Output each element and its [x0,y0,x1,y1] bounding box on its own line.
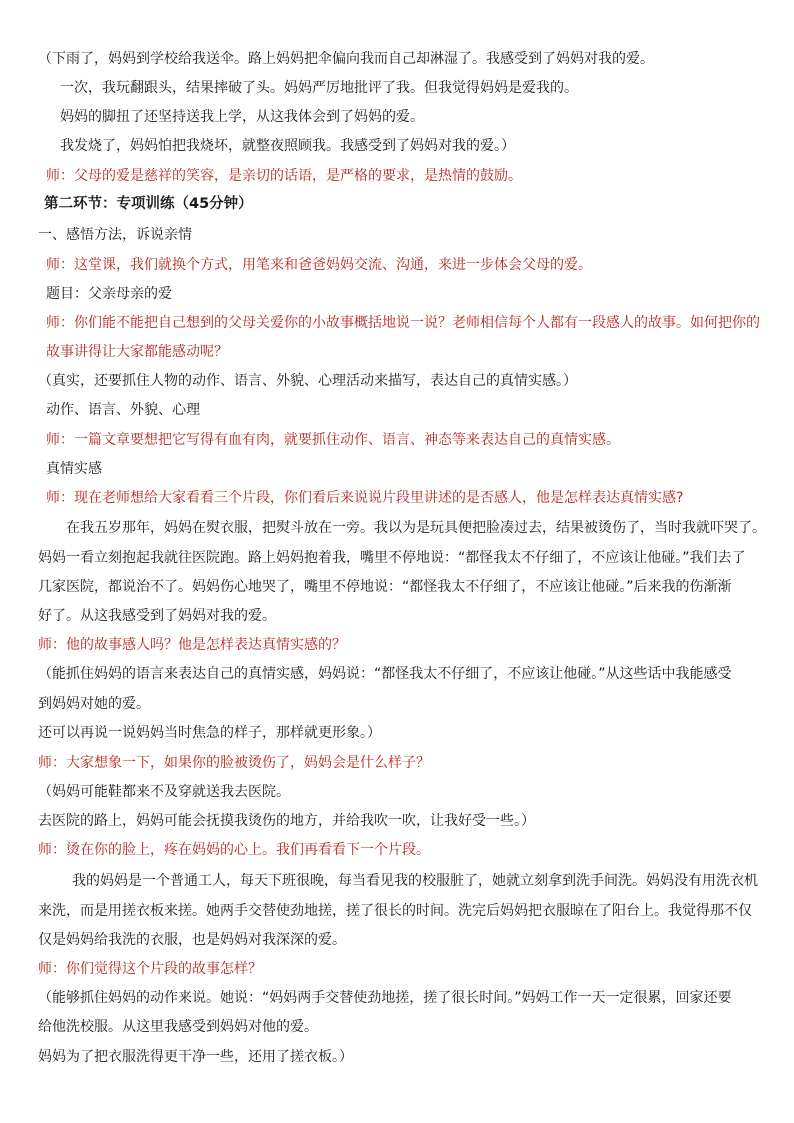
teacher-line: 师：这堂课，我们就换个方式，用笔来和爸爸妈妈交流、沟通，来进一步体会父母的爱。 [46,257,592,273]
story-line: 好了。从这我感受到了妈妈对我的爱。 [38,608,276,624]
text-line: 到妈妈对她的爱。 [38,696,150,712]
text-line: 我发烧了，妈妈怕把我烧坏，就整夜照顾我。我感受到了妈妈对我的爱。） [60,138,515,154]
text-line: （能抓住妈妈的语言来表达自己的真情实感，妈妈说：“都怪我太不仔细了，不应该让他碰。”从这些话中我能感受 [38,666,732,682]
text-line: 还可以再说一说妈妈当时焦急的样子，那样就更形象。） [38,725,381,741]
text-line: 动作、语言、外貌、心理 [46,402,200,418]
text-line: 真情实感 [46,461,102,477]
story-line: 来洗，而是用搓衣板来搓。她两手交替使劲地搓，搓了很长的时间。洗完后妈妈把衣服晾在了阳台上。我觉得那不仅 [38,903,752,919]
story-line: 仅是妈妈给我洗的衣服，也是妈妈对我深深的爱。 [38,932,346,948]
teacher-line: 师：他的故事感人吗？他是怎样表达真情实感的？ [38,637,346,653]
text-line: 给他洗校服。从这里我感受到妈妈对他的爱。 [38,1019,318,1035]
teacher-line: 师：大家想象一下，如果你的脸被烫伤了，妈妈会是什么样子？ [38,755,430,771]
text-line: 题目：父亲母亲的爱 [46,286,172,302]
subsection-heading: 一、感悟方法，诉说亲情 [38,227,192,243]
teacher-line: 师：你们觉得这个片段的故事怎样？ [38,961,262,977]
text-line: （真实，还要抓住人物的动作、语言、外貌、心理活动来描写，表达自己的真情实感。） [38,373,577,389]
story-line: 妈妈一看立刻抱起我就往医院跑。路上妈妈抱着我，嘴里不停地说：“都怪我太不仔细了，不应该让他碰。”我们去了 [38,550,746,566]
story-line: 我的妈妈是一个普通工人，每天下班很晚，每当看见我的校服脏了，她就立刻拿到洗手间洗。妈妈没有用洗衣机 [72,873,758,889]
teacher-line: 师：现在老师想给大家看看三个片段，你们看后来说说片段里讲述的是否感人，他是怎样表达真情实感? [46,490,684,506]
text-line: 一次，我玩翻跟头，结果摔破了头。妈妈严厉地批评了我。但我觉得妈妈是爱我的。 [60,80,578,96]
teacher-line: 师：一篇文章要想把它写得有血有肉，就要抓住动作、语言、神态等来表达自己的真情实感。 [46,432,620,448]
text-line: （下雨了，妈妈到学校给我送伞。路上妈妈把伞偏向我而自己却淋湿了。我感受到了妈妈对我的爱。 [38,51,654,67]
teacher-line: 师：父母的爱是慈祥的笑容，是亲切的话语，是严格的要求，是热情的鼓励。 [46,168,522,184]
text-line: 妈妈的脚扭了还坚持送我上学，从这我体会到了妈妈的爱。 [60,109,424,125]
text-line: 妈妈为了把衣服洗得更干净一些，还用了搓衣板。） [38,1049,353,1065]
story-line: 在我五岁那年，妈妈在熨衣服，把熨斗放在一旁。我以为是玩具便把脸凑过去，结果被烫伤了，当时我就吓哭了。 [66,520,766,536]
teacher-line: 故事讲得让大家都能感动呢？ [46,344,228,360]
section-heading: 第二环节：专项训练（45分钟） [44,196,253,212]
text-line: （能够抓住妈妈的动作来说。她说：“妈妈两手交替使劲地搓，搓了很长时间。”妈妈工作一天一定很累，回家还要 [38,990,732,1006]
text-line: 去医院的路上，妈妈可能会抚摸我烫伤的地方，并给我吹一吹，让我好受一些。） [38,813,535,829]
teacher-line: 师：烫在你的脸上，疼在妈妈的心上。我们再看看下一个片段。 [38,842,430,858]
text-line: （妈妈可能鞋都来不及穿就送我去医院。 [38,784,290,800]
story-line: 几家医院，都说治不了。妈妈伤心地哭了，嘴里不停地说：“都怪我太不仔细了，不应该让他碰。”后来我的伤渐渐 [38,579,732,595]
teacher-line: 师：你们能不能把自己想到的父母关爱你的小故事概括地说一说？老师相信每个人都有一段感人的故事。如何把你的 [46,315,760,331]
